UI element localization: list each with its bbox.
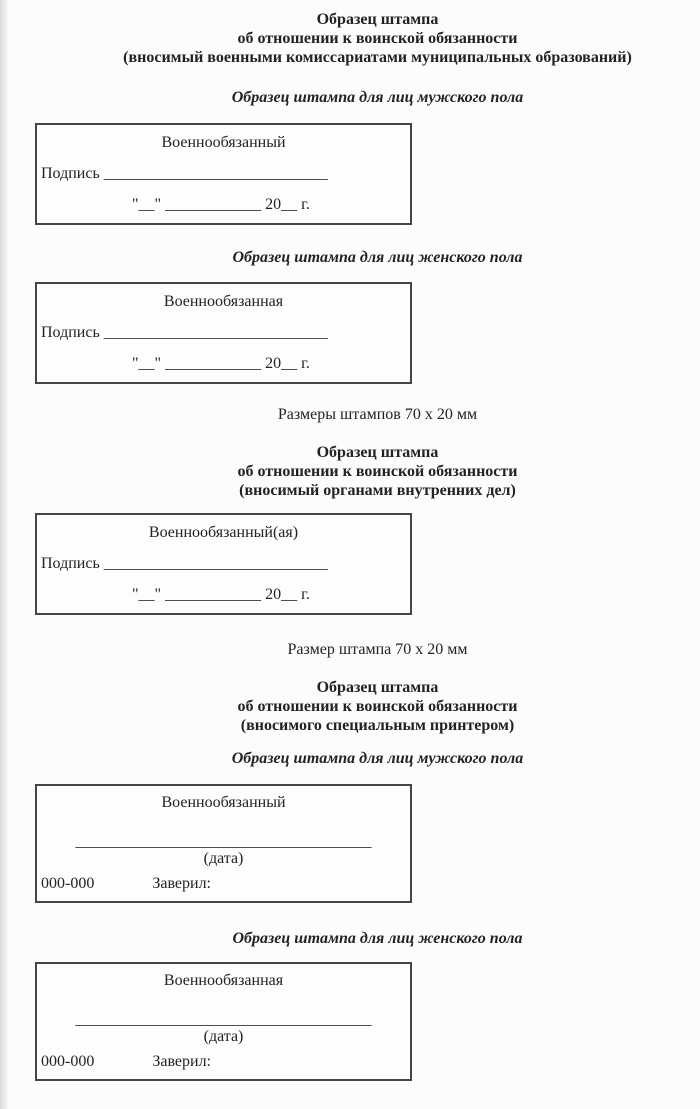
title-line-2: об отношении к воинской обязанности [237,463,518,480]
stamp-box-female-commissariat [35,282,412,384]
stamp-box-male-printed [35,784,412,903]
title-printer [0,678,700,735]
code-row [41,874,410,894]
size-note-both: Размеры штампов 70 х 20 мм [277,406,478,423]
date-row: "__" ____________ 20__ г. [132,355,310,372]
title-line-3: (вносимого специальным принтером) [240,717,515,734]
title-line-1: Образец штампа [316,444,439,461]
date-caption: (дата) [203,850,244,867]
code-row [41,1052,410,1072]
code-label: 000-000 [41,1053,95,1070]
signature-row [41,158,410,189]
title-line-2: об отношении к воинской обязанности [237,30,518,47]
signature-row [41,317,410,348]
title-line-1: Образец штампа [316,679,439,696]
stamp-header: Военнообязанная [163,293,284,310]
signature-label: Подпись [41,165,100,182]
date-row: "__" ____________ 20__ г. [132,196,310,213]
title-line-3: (вносимый военными комиссариатами муниципальных образований) [123,49,632,66]
signature-row [41,548,410,579]
stamp-header: Военнообязанная [163,972,284,989]
code-label: 000-000 [41,875,95,892]
signature-line: ____________________________ [103,165,328,182]
blank-line: _____________________________________ [75,833,372,850]
stamp-box-female-printed [35,962,412,1081]
date-caption: (дата) [203,1028,244,1045]
signature-label: Подпись [41,555,100,572]
title-police [0,443,700,500]
certify-label: Заверил: [152,875,211,892]
subtitle-female-2: Образец штампа для лиц женского пола [232,930,523,947]
stamp-header: Военнообязанный(ая) [148,524,299,541]
subtitle-male-2: Образец штампа для лиц мужского пола [231,750,524,767]
title-commissariat [0,0,700,67]
subtitle-female-1: Образец штампа для лиц женского пола [232,249,523,266]
date-row: "__" ____________ 20__ г. [132,586,310,603]
stamp-header: Военнообязанный [161,794,286,811]
title-line-3: (вносимый органами внутренних дел) [239,482,516,499]
signature-label: Подпись [41,324,100,341]
blank-line: _____________________________________ [75,1011,372,1028]
signature-line: ____________________________ [103,324,328,341]
signature-line: ____________________________ [103,555,328,572]
title-line-1: Образец штампа [316,11,439,28]
subtitle-male-1: Образец штампа для лиц мужского пола [231,89,524,106]
certify-label: Заверил: [152,1053,211,1070]
stamp-header: Военнообязанный [161,134,286,151]
title-line-2: об отношении к воинской обязанности [237,698,518,715]
size-note-single: Размер штампа 70 х 20 мм [287,641,468,658]
stamp-box-male-commissariat [35,123,412,225]
stamp-box-unisex-police [35,513,412,615]
